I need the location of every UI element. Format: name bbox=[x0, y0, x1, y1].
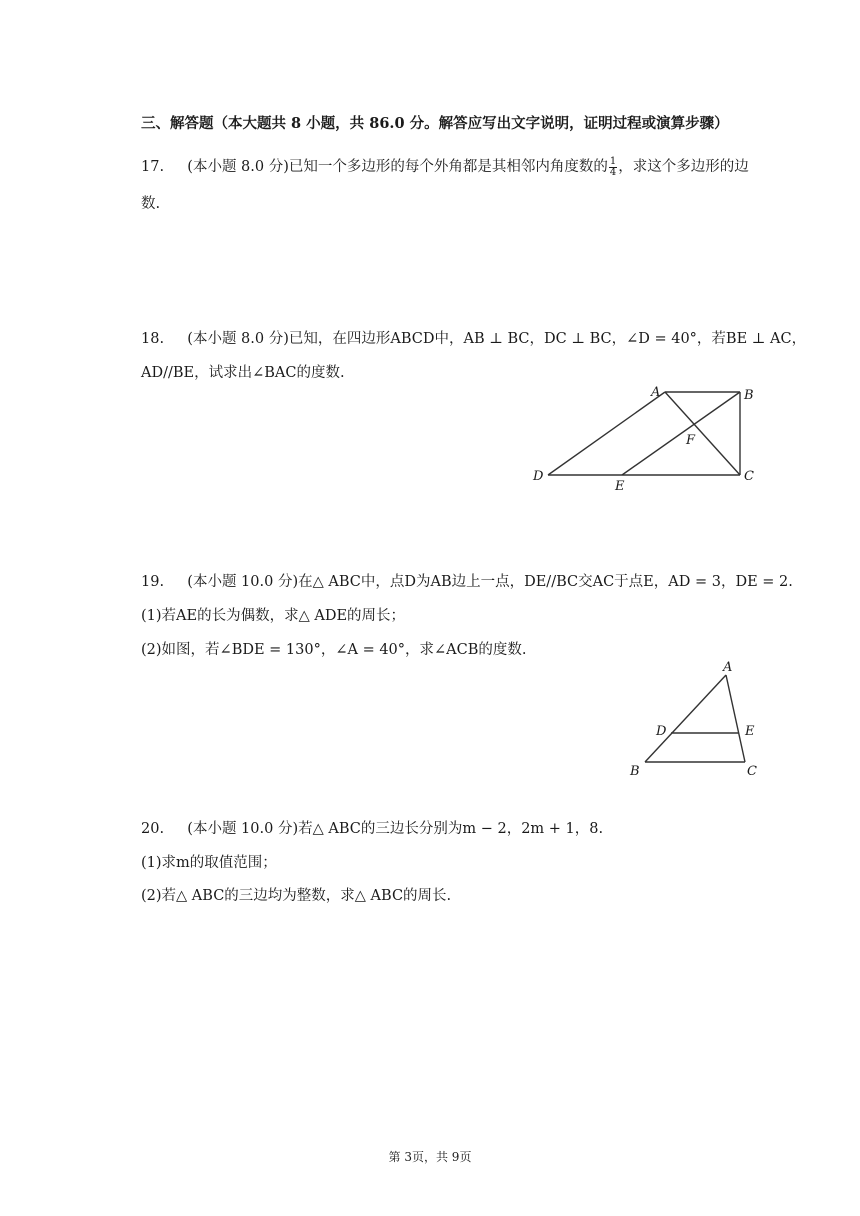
question-19-line1 bbox=[141, 570, 793, 591]
label-a: A bbox=[723, 660, 733, 675]
question-19-number: 19. bbox=[141, 574, 165, 590]
label-e: E bbox=[615, 479, 625, 494]
question-18-line1 bbox=[141, 327, 806, 348]
question-18-text: (本小题 8.0 分)已知，在四边形ABCD中，AB ⊥ BC，DC ⊥ BC，∠D = 40°，若BE ⊥ AC， bbox=[187, 331, 807, 347]
question-19-text: (本小题 10.0 分)在△ ABC中，点D为AB边上一点，DE//BC交AC于点E，AD = 3，DE = 2. bbox=[187, 574, 793, 590]
question-18-line2: AD//BE，试求出∠BAC的度数. bbox=[141, 365, 345, 381]
segment-eb bbox=[622, 392, 740, 475]
label-c: C bbox=[744, 469, 754, 484]
question-17-line1 bbox=[141, 155, 749, 178]
figure-triangle-abc bbox=[625, 655, 765, 783]
question-17-number: 17. bbox=[141, 159, 165, 175]
label-c: C bbox=[747, 764, 757, 779]
question-19-part1: (1)若AE的长为偶数，求△ ADE的周长； bbox=[141, 608, 406, 624]
section-heading: 三、解答题（本大题共 8 小题，共 86.0 分。解答应写出文字说明，证明过程或演算步骤） bbox=[141, 115, 729, 132]
question-20-line1 bbox=[141, 817, 603, 838]
question-18-number: 18. bbox=[141, 331, 165, 347]
label-d: D bbox=[656, 724, 667, 739]
label-f: F bbox=[686, 433, 696, 448]
question-17-line2: 数. bbox=[141, 196, 161, 212]
label-a: A bbox=[651, 385, 661, 400]
label-e: E bbox=[745, 724, 755, 739]
question-20-text: (本小题 10.0 分)若△ ABC的三边长分别为m − 2，2m + 1，8. bbox=[187, 821, 604, 837]
label-b: B bbox=[744, 388, 754, 403]
figure-quadrilateral-abcd bbox=[525, 380, 765, 495]
segment-da bbox=[548, 392, 665, 475]
segment-ac bbox=[665, 392, 740, 475]
segment-ac bbox=[726, 675, 745, 762]
question-19-part2: (2)如图，若∠BDE = 130°，∠A = 40°，求∠ACB的度数. bbox=[141, 642, 527, 658]
page-footer: 第 3页，共 9页 bbox=[388, 1150, 472, 1164]
question-20-number: 20. bbox=[141, 821, 165, 837]
question-20-part1: (1)求m的取值范围； bbox=[141, 855, 277, 871]
fraction-one-quarter bbox=[609, 157, 617, 178]
fraction-numerator: 1 bbox=[609, 155, 617, 167]
fraction-denominator: 4 bbox=[609, 166, 617, 178]
question-17-text-suffix: ，求这个多边形的边 bbox=[618, 159, 749, 175]
question-17-text: (本小题 8.0 分)已知一个多边形的每个外角都是其相邻内角度数的 bbox=[187, 159, 608, 175]
question-20-part2: (2)若△ ABC的三边均为整数，求△ ABC的周长. bbox=[141, 888, 452, 904]
label-d: D bbox=[533, 469, 544, 484]
label-b: B bbox=[630, 764, 640, 779]
segment-ab bbox=[645, 675, 726, 762]
